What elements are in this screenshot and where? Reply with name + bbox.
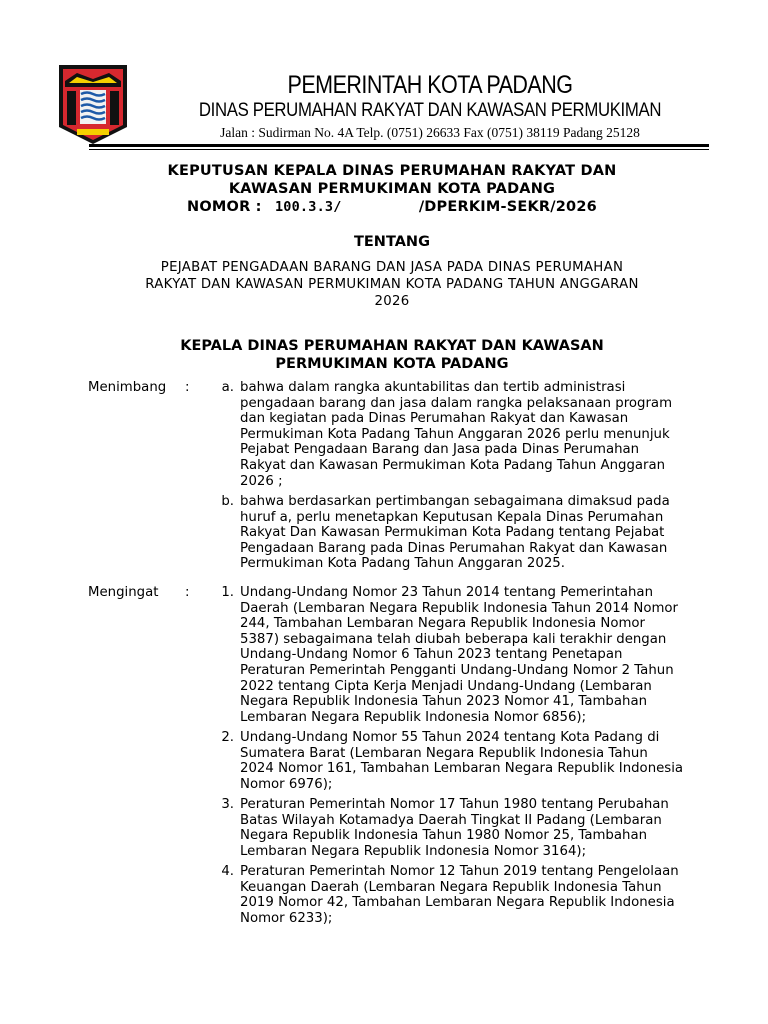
menimbang-item-marker: b. — [221, 494, 234, 509]
decree-number-code: 100.3.3/ — [274, 199, 342, 215]
paragraph-line: Sumatera Barat (Lembaran Negara Republik Indonesia Tahun — [240, 745, 648, 761]
decree-number-suffix: /DPERKIM-SEKR/2026 — [418, 199, 597, 215]
paragraph-line: Nomor 6976); — [240, 776, 333, 792]
mengingat-item-3 — [240, 797, 720, 859]
menimbang-item-b — [240, 494, 720, 572]
paragraph-line: Undang-Undang Nomor 23 Tahun 2014 tentang Pemerintahan — [240, 585, 654, 600]
decree-title-line-1: KEPUTUSAN KEPALA DINAS PERUMAHAN RAKYAT DAN — [167, 163, 617, 179]
agency-name: DINAS PERUMAHAN RAKYAT DAN KAWASAN PERMUKIMAN — [198, 99, 662, 121]
mengingat-item-1 — [240, 585, 720, 725]
paragraph-line: Negara Republik Indonesia Tahun 1980 Nomor 25, Tambahan — [240, 828, 648, 844]
mengingat-item-marker: 4. — [221, 864, 234, 879]
mengingat-item-2 — [240, 730, 720, 792]
paragraph-line: Permukiman Kota Padang Tahun Anggaran 2025. — [240, 556, 565, 572]
paragraph-line: Rakyat dan Kawasan Permukiman Kota Padang Tahun Anggaran — [240, 457, 666, 473]
paragraph-line: 2024 Nomor 161, Tambahan Lembaran Negara Republik Indonesia — [240, 761, 684, 777]
decree-subject-line-1: PEJABAT PENGADAAN BARANG DAN JASA PADA DINAS PERUMAHAN — [160, 260, 624, 275]
paragraph-line: Peraturan Pemerintah Nomor 17 Tahun 1980 tentang Perubahan — [240, 797, 669, 812]
letterhead-rule — [89, 144, 709, 147]
decree-number — [80, 198, 704, 216]
tentang-heading: TENTANG — [354, 234, 430, 250]
mengingat-colon: : — [185, 585, 190, 600]
menimbang-label: Menimbang — [88, 380, 167, 395]
paragraph-line: Keuangan Daerah (Lembaran Negara Republik Indonesia Tahun — [240, 879, 662, 895]
paragraph-line: 5387) sebagaimana telah diubah beberapa kali terakhir dengan — [240, 631, 667, 647]
paragraph-line: 244, Tambahan Lembaran Negara Republik Indonesia Nomor — [240, 616, 646, 632]
paragraph-line: Lembaran Negara Republik Indonesia Nomor 6856); — [240, 709, 587, 725]
issuer-title — [80, 337, 704, 373]
mengingat-label: Mengingat — [88, 585, 159, 600]
paragraph-line: Permukiman Kota Padang Tahun Anggaran 2026 perlu menunjuk — [240, 426, 670, 442]
paragraph-line: Pejabat Pengadaan Barang dan Jasa pada Dinas Perumahan — [240, 442, 640, 458]
issuer-title-line-1: KEPALA DINAS PERUMAHAN RAKYAT DAN KAWASAN — [180, 338, 604, 354]
government-name: PEMERINTAH KOTA PADANG — [287, 71, 573, 99]
paragraph-line: huruf a, perlu menetapkan Keputusan Kepala Dinas Perumahan — [240, 509, 664, 525]
mengingat-item-marker: 3. — [221, 797, 234, 812]
menimbang-colon: : — [185, 380, 190, 395]
paragraph-line: Batas Wilayah Kotamadya Daerah Tingkat II Padang (Lembaran — [240, 812, 662, 828]
paragraph-line: Peraturan Pemerintah Pengganti Undang-Undang Nomor 2 Tahun — [240, 662, 674, 678]
decree-subject-line-2: RAKYAT DAN KAWASAN PERMUKIMAN KOTA PADANG TAHUN ANGGARAN — [145, 277, 639, 292]
paragraph-line: Rakyat Dan Kawasan Permukiman Kota Padang tentang Pejabat — [240, 525, 665, 541]
issuer-title-line-2: PERMUKIMAN KOTA PADANG — [275, 356, 509, 372]
mengingat-item-marker: 2. — [221, 730, 234, 745]
paragraph-line: Negara Republik Indonesia Tahun 2023 Nomor 41, Tambahan — [240, 694, 648, 710]
paragraph-line: 2019 Nomor 42, Tambahan Lembaran Negara Republik Indonesia — [240, 895, 675, 911]
decree-title — [80, 162, 704, 216]
agency-address: Jalan : Sudirman No. 4A Telp. (0751) 26633 Fax (0751) 38119 Padang 25128 — [220, 125, 640, 140]
paragraph-line: Daerah (Lembaran Negara Republik Indonesia Tahun 2014 Nomor — [240, 600, 679, 616]
mengingat-item-4 — [240, 864, 720, 926]
paragraph-line: Undang-Undang Nomor 55 Tahun 2024 tentang Kota Padang di — [240, 730, 660, 745]
menimbang-item-marker: a. — [221, 380, 234, 395]
mengingat-item-marker: 1. — [221, 585, 234, 600]
paragraph-line: pengadaan barang dan jasa dalam rangka pelaksanaan program — [240, 395, 673, 411]
decree-title-line-2: KAWASAN PERMUKIMAN KOTA PADANG — [228, 181, 556, 197]
menimbang-item-a — [240, 380, 720, 489]
paragraph-line: bahwa berdasarkan pertimbangan sebagaimana dimaksud pada — [240, 494, 670, 509]
paragraph-line: dan kegiatan pada Dinas Perumahan Rakyat dan Kawasan — [240, 411, 629, 427]
paragraph-line: 2022 tentang Cipta Kerja Menjadi Undang-Undang (Lembaran — [240, 678, 652, 694]
decree-subject — [80, 259, 704, 310]
paragraph-line: Pengadaan Barang pada Dinas Perumahan Rakyat dan Kawasan — [240, 540, 668, 556]
paragraph-line: Nomor 6233); — [240, 910, 333, 926]
letterhead-rule-thin — [89, 149, 709, 150]
decree-number-label: NOMOR : — [187, 199, 262, 215]
paragraph-line: 2026 ; — [240, 473, 283, 489]
padang-city-seal-icon — [57, 63, 129, 146]
paragraph-line: Lembaran Negara Republik Indonesia Nomor 3164); — [240, 843, 587, 859]
decree-subject-line-3: 2026 — [374, 294, 410, 309]
paragraph-line: Undang-Undang Nomor 6 Tahun 2023 tentang Penetapan — [240, 647, 623, 663]
paragraph-line: bahwa dalam rangka akuntabilitas dan tertib administrasi — [240, 380, 626, 395]
paragraph-line: Peraturan Pemerintah Nomor 12 Tahun 2019 tentang Pengelolaan — [240, 864, 679, 879]
